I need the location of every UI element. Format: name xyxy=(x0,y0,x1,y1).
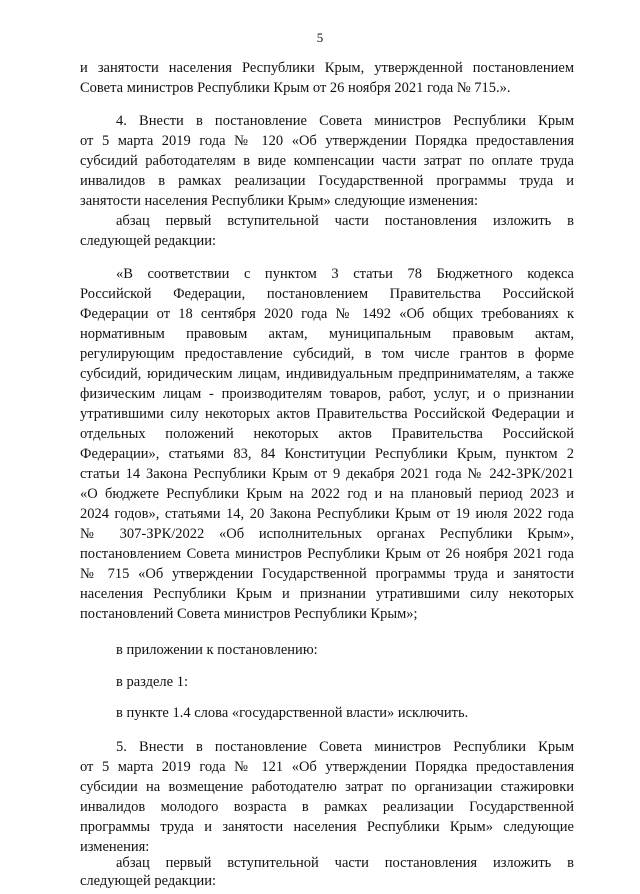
text-line: «О бюджете Республики Крым на 2022 год и на плановый период 2023 и xyxy=(80,486,574,502)
text-line: субсидий работодателям в виде компенсации части затрат по оплате труда xyxy=(80,153,574,169)
text-line: в разделе 1: xyxy=(116,674,189,690)
text-line: регулирующим предоставление субсидий, в том числе грантов в форме xyxy=(80,346,574,362)
text-line: 5. Внести в постановление Совета министров Республики Крым xyxy=(116,739,574,755)
text-line: постановлением Совета министров Республики Крым от 26 ноября 2021 года xyxy=(80,546,574,562)
text-line: 2024 годов», статьями 14, 20 Закона Республики Крым от 19 июля 2022 года xyxy=(80,506,574,522)
text-line: Федерации от 18 сентября 2020 года № 1492 «Об общих требованиях к xyxy=(80,306,574,322)
text-line: занятости населения Республики Крым» следующие изменения: xyxy=(80,193,478,209)
text-line: инвалидов в рамках реализации Государственной программы труда и xyxy=(80,173,574,189)
text-line: абзац первый вступительной части постановления изложить в xyxy=(116,855,574,871)
text-line: № 307-ЗРК/2022 «Об исполнительных органах Республики Крым», xyxy=(80,526,574,542)
text-line: нормативным правовым актам, муниципальным правовым актам, xyxy=(80,326,574,342)
text-line: в приложении к постановлению: xyxy=(116,642,318,658)
text-line: статьи 14 Закона Республики Крым от 9 декабря 2021 года № 242-ЗРК/2021 xyxy=(80,466,574,482)
text-line: в пункте 1.4 слова «государственной власти» исключить. xyxy=(116,705,469,721)
text-line: субсидии на возмещение работодателю затрат по организации стажировки xyxy=(80,779,574,795)
text-line: от 5 марта 2019 года № 121 «Об утверждении Порядка предоставления xyxy=(80,759,574,775)
text-line: следующей редакции: xyxy=(80,233,217,249)
page-number: 5 xyxy=(316,30,324,45)
text-line: субсидий, юридическим лицам, индивидуальным предпринимателям, а также xyxy=(80,366,574,382)
text-line: абзац первый вступительной части постановления изложить в xyxy=(116,213,574,229)
text-line: 4. Внести в постановление Совета министров Республики Крым xyxy=(116,113,574,129)
text-line: инвалидов молодого возраста в рамках реализации Государственной xyxy=(80,799,574,815)
text-line: Российской Федерации, постановлением Правительства Российской xyxy=(80,286,574,302)
text-line: утратившими силу некоторых актов Правительства Российской Федерации и xyxy=(80,406,574,422)
text-line: программы труда и занятости населения Республики Крым» следующие xyxy=(80,819,574,835)
text-line: физическим лицам - производителям товаров, работ, услуг, и о признании xyxy=(80,386,574,402)
text-line: постановлений Совета министров Республики Крым»; xyxy=(80,606,418,622)
text-line: следующей редакции: xyxy=(80,873,217,889)
text-line: и занятости населения Республики Крым, утвержденной постановлением xyxy=(80,60,574,76)
text-line: отдельных положений некоторых актов Правительства Российской xyxy=(80,426,574,442)
text-line: населения Республики Крым и признании утратившими силу некоторых xyxy=(80,586,574,602)
text-line: от 5 марта 2019 года № 120 «Об утверждении Порядка предоставления xyxy=(80,133,574,149)
text-line: Федерации», статьями 83, 84 Конституции Республики Крым, пунктом 2 xyxy=(80,446,574,462)
text-line: изменения: xyxy=(80,839,150,855)
text-line: «В соответствии с пунктом 3 статьи 78 Бюджетного кодекса xyxy=(116,266,574,282)
text-line: Совета министров Республики Крым от 26 ноября 2021 года № 715.». xyxy=(80,80,511,96)
text-line: № 715 «Об утверждении Государственной программы труда и занятости xyxy=(80,566,574,582)
